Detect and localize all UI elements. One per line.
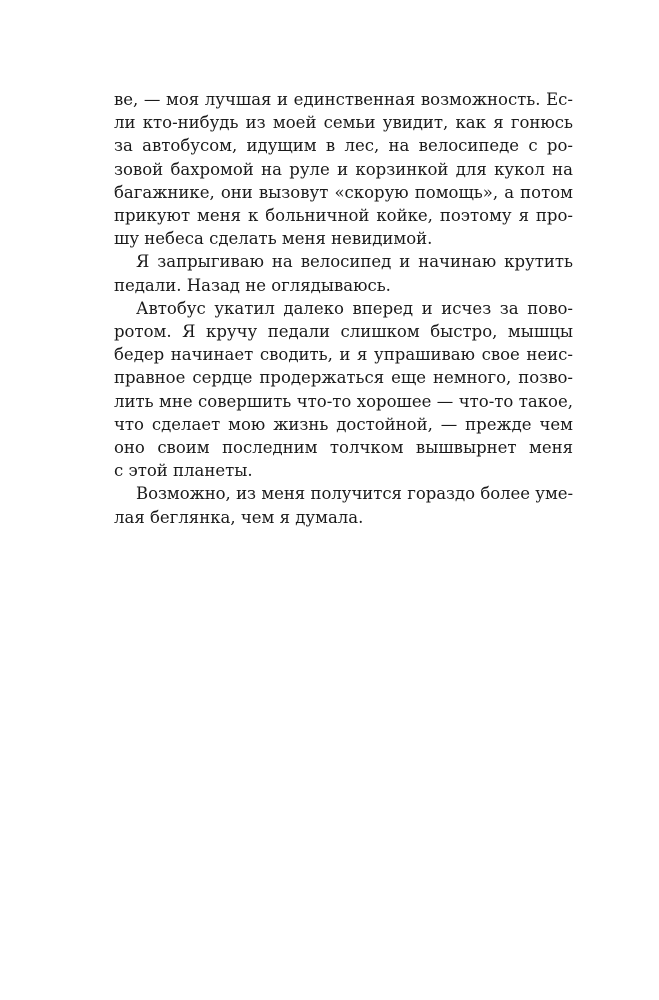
- text-line: ли кто-нибудь из моей семьи увидит, как я гонюсь: [114, 113, 573, 133]
- text-line: лая беглянка, чем я думала.: [114, 507, 364, 527]
- paragraph-1: [114, 88, 573, 250]
- paragraph-2: [114, 250, 573, 296]
- text-line: ве, — моя лучшая и единственная возможность. Ес-: [114, 90, 573, 109]
- text-line: что сделает мою жизнь достойной, — прежде чем: [114, 414, 573, 434]
- text-line: зовой бахромой на руле и корзинкой для кукол на: [114, 159, 573, 179]
- paragraph-3: [114, 297, 573, 483]
- text-line: Автобус укатил далеко вперед и исчез за пово-: [136, 298, 573, 318]
- text-line: бедер начинает сводить, и я упрашиваю свое неис-: [114, 345, 573, 365]
- text-line: прикуют меня к больничной койке, поэтому я про-: [114, 206, 573, 226]
- text-line: с этой планеты.: [114, 461, 253, 481]
- text-line: Я запрыгиваю на велосипед и начинаю крутить: [136, 252, 573, 272]
- text-line: оно своим последним толчком вышвырнет меня: [114, 438, 573, 458]
- text-line: за автобусом, идущим в лес, на велосипеде с ро-: [114, 136, 573, 156]
- text-line: правное сердце продержаться еще немного, позво-: [114, 368, 573, 388]
- text-line: багажнике, они вызовут «скорую помощь», а потом: [114, 182, 573, 202]
- text-line: шу небеса сделать меня невидимой.: [114, 229, 433, 249]
- text-line: педали. Назад не оглядываюсь.: [114, 275, 391, 295]
- text-line: Возможно, из меня получится гораздо более уме-: [136, 484, 573, 504]
- text-line: лить мне совершить что-то хорошее — что-то такое,: [114, 391, 573, 411]
- paragraph-4: [114, 482, 573, 528]
- page-text: [114, 88, 573, 529]
- text-line: ротом. Я кручу педали слишком быстро, мышцы: [114, 322, 573, 342]
